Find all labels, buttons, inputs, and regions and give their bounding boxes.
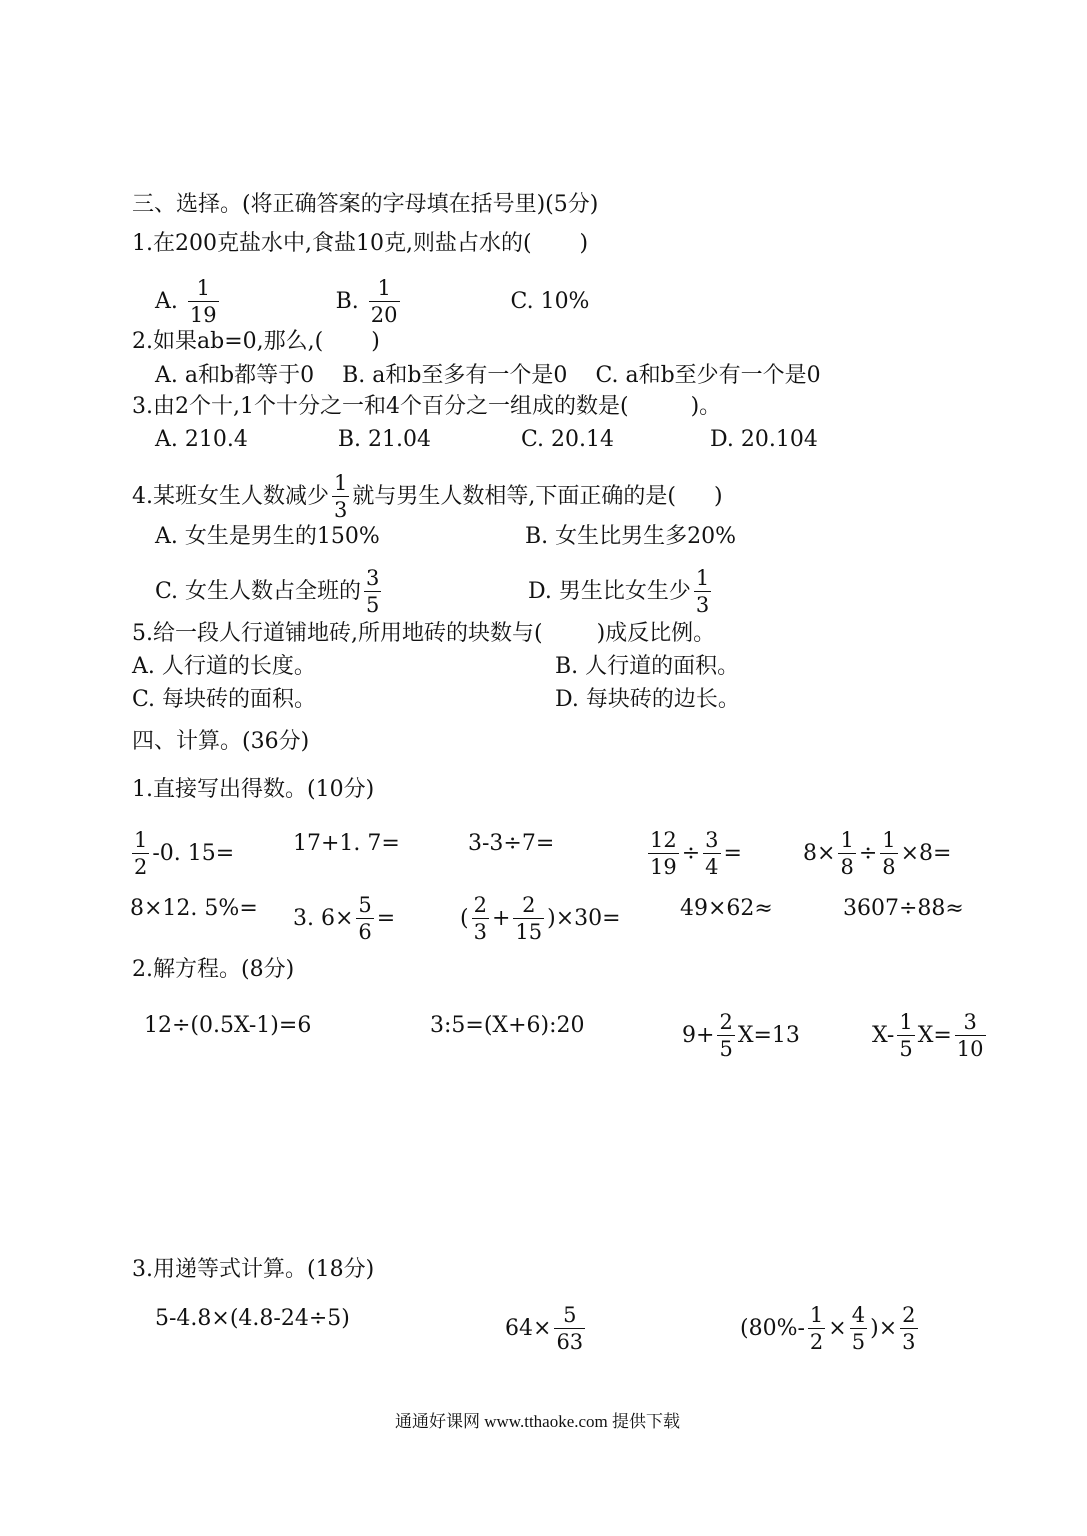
q3-option-b: B. 21.04: [337, 427, 431, 452]
mental-math-10: 3607÷88≈: [843, 896, 964, 921]
q1-option-b: B.: [335, 289, 359, 314]
part-1-title: 1.直接写出得数。(10分): [132, 777, 375, 802]
question-4-stem-a: 4.某班女生人数减少: [132, 484, 329, 509]
mental-math-2: 17+1. 7=: [293, 831, 400, 856]
mental-math-9: 49×62≈: [680, 896, 773, 921]
mental-math-8: ( $\frac{2}{3}$ + $\frac{2}{15}$ )×30=: [460, 893, 621, 944]
question-3-close: )。: [690, 394, 722, 419]
q1-option-c: C. 10%: [510, 289, 590, 314]
q2-option-a: A. a和b都等于0: [155, 363, 315, 388]
q3-option-c: C. 20.14: [521, 427, 615, 452]
question-3-options: [155, 426, 818, 454]
q5-option-d: D. 每块砖的边长。: [555, 687, 740, 712]
q5-option-a: A. 人行道的长度。: [132, 654, 316, 679]
equation-3: 9+ $\frac{2}{5}$ X=13: [682, 1010, 800, 1061]
q1-option-a-fraction: $\frac{1}{19}$: [189, 276, 217, 327]
question-4: [132, 473, 723, 521]
q5-option-b: B. 人行道的面积。: [555, 654, 740, 679]
question-4-fraction: $\frac{1}{3}$: [334, 471, 348, 522]
question-2-stem: 2.如果ab=0,那么,(: [132, 329, 324, 354]
q3-option-d: D. 20.104: [710, 427, 818, 452]
part-3-title: 3.用递等式计算。(18分): [132, 1257, 375, 1282]
page-footer: 通通好课网 www.tthaoke.com 提供下载: [395, 1412, 681, 1431]
stepwise-1: 5-4.8×(4.8-24÷5): [155, 1306, 350, 1331]
stepwise-3: (80%- $\frac{1}{2}$ × $\frac{4}{5}$ )× $\frac{2}{3}$: [740, 1303, 916, 1354]
section-3-title: 三、选择。(将正确答案的字母填在括号里)(5分): [132, 192, 599, 217]
q1-option-b-fraction: $\frac{1}{20}$: [370, 276, 398, 327]
stepwise-2: 64× $\frac{5}{63}$: [505, 1303, 584, 1354]
question-3: [132, 393, 721, 421]
q4-option-d-fraction: $\frac{1}{3}$: [695, 566, 710, 617]
question-1-stem: 1.在200克盐水中,食盐10克,则盐占水的(: [132, 231, 532, 256]
question-2-options: [155, 362, 821, 390]
section-4-title: 四、计算。(36分): [132, 729, 310, 754]
question-5-close: )成反比例。: [596, 621, 716, 646]
part-2-title: 2.解方程。(8分): [132, 957, 295, 982]
question-5-stem: 5.给一段人行道铺地砖,所用地砖的块数与(: [132, 621, 543, 646]
question-5: [132, 620, 715, 648]
mental-math-7: 3. 6× $\frac{5}{6}$ =: [293, 893, 396, 944]
q4-option-d: D. 男生比女生少 $\frac{1}{3}$: [528, 566, 710, 617]
q4-option-a: A. 女生是男生的150%: [155, 524, 380, 549]
equation-1: 12÷(0.5X-1)=6: [144, 1013, 312, 1038]
equation-2: 3:5=(X+6):20: [430, 1013, 585, 1038]
q4-option-c-fraction: $\frac{3}{5}$: [366, 566, 380, 617]
question-4-stem-b: 就与男生人数相等,下面正确的是(: [352, 484, 676, 509]
question-1: [132, 230, 588, 258]
q4-option-b: B. 女生比男生多20%: [525, 524, 737, 549]
question-2-close: ): [371, 329, 380, 354]
question-4-close: ): [713, 484, 723, 509]
q3-option-a: A. 210.4: [155, 427, 248, 452]
question-3-stem: 3.由2个十,1个十分之一和4个百分之一组成的数是(: [132, 394, 629, 419]
mental-math-1: $\frac{1}{2}$ -0. 15=: [134, 828, 235, 879]
q2-option-b: B. a和b至多有一个是0: [342, 363, 568, 388]
mental-math-6: 8×12. 5%=: [130, 896, 258, 921]
question-1-close: ): [579, 231, 589, 256]
mental-math-4: $\frac{12}{19}$ ÷ $\frac{3}{4}$ =: [650, 828, 742, 879]
q1-option-a: A.: [155, 289, 178, 314]
mental-math-5: 8× $\frac{1}{8}$ ÷ $\frac{1}{8}$ ×8=: [803, 828, 952, 879]
mental-math-3: 3-3÷7=: [468, 831, 555, 856]
question-2: [132, 328, 380, 356]
question-1-options: [155, 278, 589, 326]
q2-option-c: C. a和b至少有一个是0: [595, 363, 821, 388]
q4-option-c: C. 女生人数占全班的 $\frac{3}{5}$: [155, 566, 380, 617]
q5-option-c: C. 每块砖的面积。: [132, 687, 317, 712]
equation-4: X- $\frac{1}{5}$ X= $\frac{3}{10}$: [872, 1010, 984, 1061]
